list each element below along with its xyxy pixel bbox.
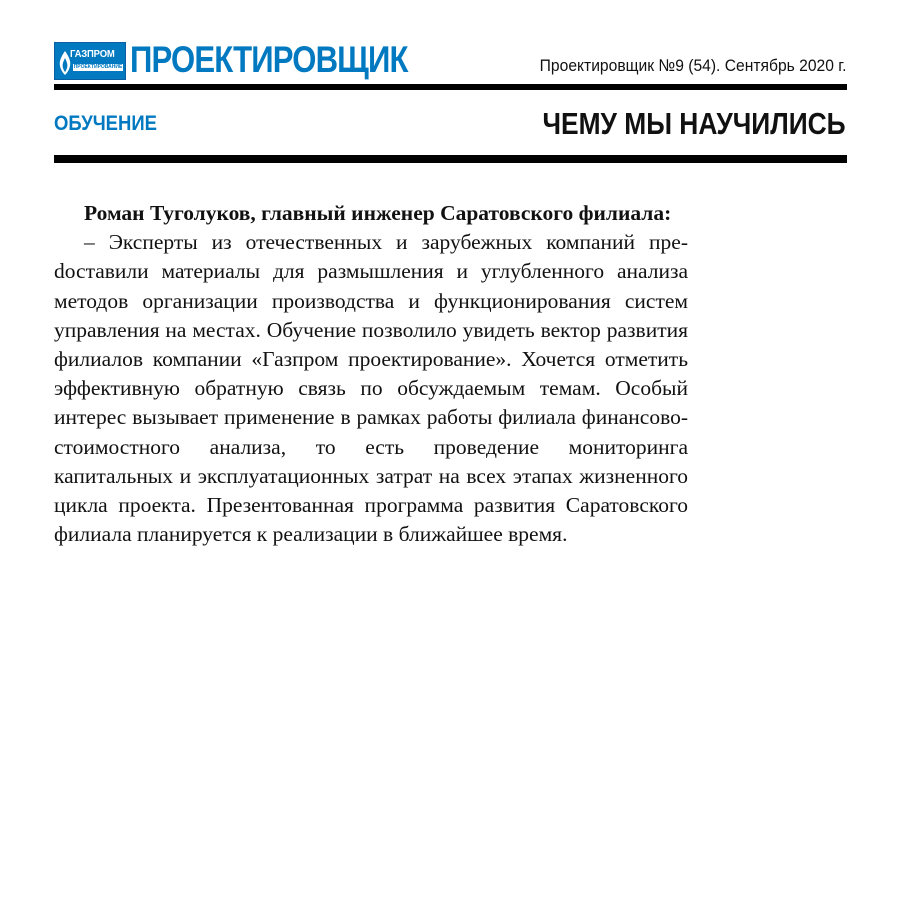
gazprom-logo — [54, 42, 126, 80]
page-headline: ЧЕМУ МЫ НАУЧИЛИСЬ — [542, 106, 846, 141]
top-divider — [54, 84, 847, 90]
author-line: Роман Туголуков, главный инженер Саратовского филиала: — [84, 201, 672, 225]
masthead — [54, 40, 846, 84]
logo-wordmark: ГАЗПРОМ — [70, 49, 115, 60]
article-paragraph: – Эксперты из отечественных и зарубежных компаний преdоставили материалы для размышления и углубленного анализа методов организации производства и функционирования систем управления на местах. Обучение позволило увидеть вектор развития филиалов компании «Газпром проектирование». Хочется отметить эффективную обратную связь по обсуждаемым темам. Особый интерес вызывает применение в рамках работы филиала финансово-стоимостного анализа, то есть проведение мониторинга капитальных и эксплуатационных затрат на всех этапах жизненного цикла проекта. Презентованная программа развития Саратовского филиала планируется к реализации в ближайшее время. — [54, 230, 688, 547]
publication-name: ПРОЕКТИРОВЩИК — [130, 39, 408, 80]
article-body — [54, 199, 688, 549]
section-label: ОБУЧЕНИЕ — [54, 112, 157, 135]
issue-info: Проектировщик №9 (54). Сентябрь 2020 г. — [539, 56, 846, 75]
logo-subtitle: ПРОЕКТИРОВАНИЕ — [73, 64, 123, 70]
bottom-divider — [54, 155, 847, 163]
